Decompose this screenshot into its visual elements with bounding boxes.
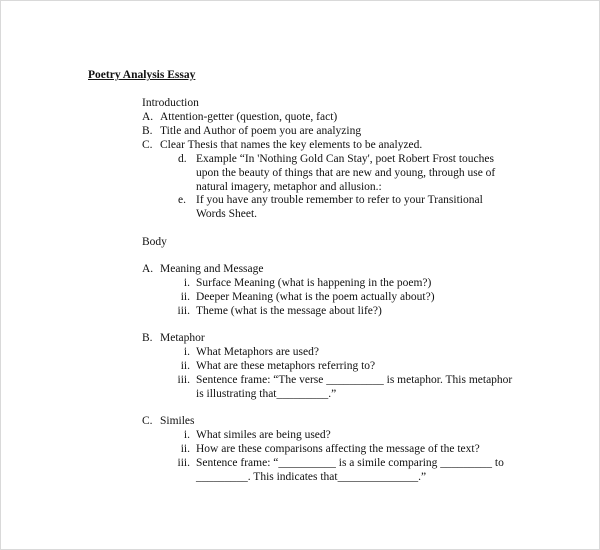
list-item-continuation: is illustrating that_________.” <box>196 388 337 400</box>
list-item <box>170 457 504 471</box>
list-marker: i. <box>183 277 190 289</box>
list-item <box>170 277 431 291</box>
list-item-text: Sentence frame: “The verse __________ is metaphor. This metaphor <box>196 374 513 386</box>
list-item <box>170 346 319 360</box>
body-heading: Body <box>142 236 167 248</box>
list-item-text: What Metaphors are used? <box>196 346 319 358</box>
list-marker: C. <box>142 139 153 151</box>
list-marker: ii. <box>180 291 190 303</box>
list-item-text: Title and Author of poem you are analyzing <box>160 125 362 137</box>
list-item-text: Attention-getter (question, quote, fact) <box>160 111 338 123</box>
list-item-text: Deeper Meaning (what is the poem actually about?) <box>196 291 435 303</box>
list-marker: ii. <box>180 360 190 372</box>
list-marker: C. <box>142 415 153 427</box>
list-marker: i. <box>183 346 190 358</box>
section-label: Metaphor <box>160 332 205 344</box>
body-section-b-heading <box>142 332 205 346</box>
list-item-text: Clear Thesis that names the key elements to be analyzed. <box>160 139 423 151</box>
list-item <box>170 291 435 305</box>
list-marker: iii. <box>177 457 190 469</box>
list-item-text: What are these metaphors referring to? <box>196 360 376 372</box>
list-item <box>170 374 512 388</box>
body-section-c-heading <box>142 415 195 429</box>
list-marker: i. <box>183 429 190 441</box>
list-item <box>170 429 331 443</box>
list-item-text: What similes are being used? <box>196 429 331 441</box>
intro-subitem-e-marker: e. <box>178 194 186 206</box>
intro-subitem-e-line: If you have any trouble remember to refer to your Transitional <box>196 194 483 206</box>
section-label: Meaning and Message <box>160 263 264 275</box>
list-item-text: How are these comparisons affecting the message of the text? <box>196 443 480 455</box>
list-item <box>170 443 480 457</box>
list-item-text: Surface Meaning (what is happening in the poem?) <box>196 277 432 289</box>
section-label: Similes <box>160 415 195 427</box>
list-marker: iii. <box>177 374 190 386</box>
document-title: Poetry Analysis Essay <box>88 69 196 81</box>
intro-subitem-e-line: Words Sheet. <box>196 208 258 220</box>
list-item-continuation: _________. This indicates that______________.” <box>196 471 427 483</box>
list-marker: B. <box>142 125 153 137</box>
list-item <box>170 305 382 319</box>
list-item <box>170 360 375 374</box>
list-marker: ii. <box>180 443 190 455</box>
intro-subitem-d-marker: d. <box>178 153 187 165</box>
list-marker: A. <box>142 263 154 275</box>
list-marker: A. <box>142 111 154 123</box>
intro-item-b <box>142 125 361 139</box>
intro-item-a <box>142 111 337 125</box>
list-item-text: Sentence frame: “__________ is a simile comparing _________ to <box>196 457 504 469</box>
list-item-text: Theme (what is the message about life?) <box>196 305 382 317</box>
intro-subitem-d-line: natural imagery, metaphor and allusion.: <box>196 181 382 193</box>
list-marker: B. <box>142 332 153 344</box>
intro-subitem-d-line: upon the beauty of things that are new and young, through use of <box>196 167 496 179</box>
intro-item-c <box>142 139 422 153</box>
intro-subitem-d-line: Example “In 'Nothing Gold Can Stay', poet Robert Frost touches <box>196 153 494 165</box>
introduction-heading: Introduction <box>142 97 199 109</box>
list-marker: iii. <box>177 305 190 317</box>
body-section-a-heading <box>142 263 263 277</box>
